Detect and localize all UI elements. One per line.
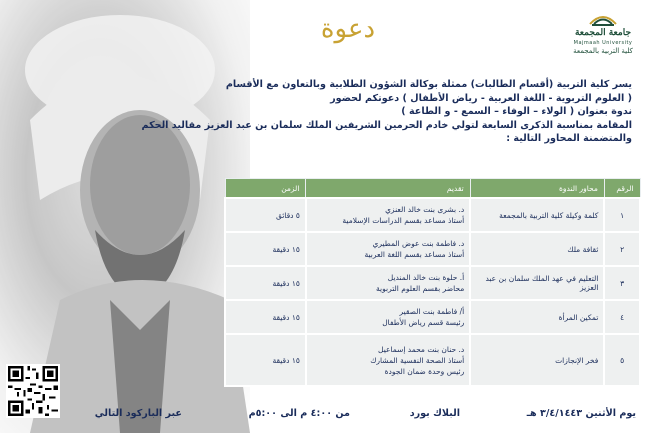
row-presenter <box>306 198 470 232</box>
row-time: ١٥ دقيقة <box>225 334 306 386</box>
intro-line: ندوة بعنوان ( الولاء – الوفاء – السمع - و الطاعة ) <box>401 106 632 117</box>
presenter-name: د. فاطمة بنت عوض المطيري <box>372 239 465 248</box>
presenter-title: أستاذ الصحة النفسية المشارك <box>370 355 465 365</box>
presenter-role: رئيس وحدة ضمان الجودة <box>384 366 465 376</box>
event-date: يوم الأثنين ٣/٤/١٤٤٣ هـ <box>526 408 636 419</box>
logo-college-name: كلية التربية بالمجمعة <box>573 47 633 55</box>
row-time: ١٥ دقيقة <box>225 232 306 266</box>
agenda-table <box>224 178 641 387</box>
presenter-name: د. حنان بنت محمد إسماعيل <box>378 344 465 354</box>
intro-line: والمتضمنة المحاور التالية : <box>506 133 632 144</box>
row-num: ٣ <box>604 266 640 300</box>
university-emblem-icon <box>588 8 618 28</box>
university-logo <box>560 6 646 64</box>
row-topic: تمكين المرأة <box>470 300 604 334</box>
row-presenter <box>306 266 470 300</box>
intro-line: يسر كلية التربية (أقسام الطالبات) ممثلة بوكالة الشؤون الطلابية وبالتعاون مع الأقسام <box>225 79 632 90</box>
row-presenter <box>306 300 470 334</box>
row-topic: كلمة وكيلة كلية التربية بالمجمعة <box>470 198 604 232</box>
intro-line: المقامة بمناسبة الذكرى السابعة لتولي خادم الحرمين الشريفين الملك سلمان بن عبد العزيز مقاليد الحكم <box>141 119 632 131</box>
table-row <box>225 198 640 232</box>
table-row <box>225 334 640 386</box>
row-presenter <box>306 334 470 386</box>
table-header-row <box>225 179 640 199</box>
logo-university-name-en: Majmaah University <box>573 40 633 46</box>
presenter-title: أستاذ مساعد بقسم الدراسات الإسلامية <box>342 216 465 225</box>
row-time: ٥ دقائق <box>225 198 306 232</box>
header-time: الزمن <box>225 179 306 199</box>
row-num: ٢ <box>604 232 640 266</box>
table-row <box>225 266 640 300</box>
qr-instruction: عبر الباركود التالي <box>94 408 182 419</box>
row-num: ٥ <box>604 334 640 386</box>
row-time: ١٥ دقيقة <box>225 266 306 300</box>
header-topic: محاور الندوة <box>470 179 604 199</box>
table-row <box>225 232 640 266</box>
presenter-name: أ. حلوة بنت خالد المنديل <box>387 273 465 282</box>
intro-line: ( العلوم التربوية - اللغة العربية - رياض الأطفال ) دعوتكم لحضور <box>330 92 632 104</box>
row-time: ١٥ دقيقة <box>225 300 306 334</box>
event-time: من ٤:٠٠ م الى ٥:٠٠م <box>248 408 350 419</box>
presenter-name: أ/ فاطمة بنت الصقير <box>399 307 465 316</box>
row-num: ٤ <box>604 300 640 334</box>
table-row <box>225 300 640 334</box>
row-topic: فخر الإنجازات <box>470 334 604 386</box>
row-num: ١ <box>604 198 640 232</box>
presenter-title: رئيسة قسم رياض الأطفال <box>382 318 465 327</box>
footer-bar <box>78 404 650 426</box>
logo-university-name: جامعة المجمعة <box>574 28 632 38</box>
row-presenter <box>306 232 470 266</box>
header-num: الرقم <box>604 179 640 199</box>
invitation-text <box>141 78 632 146</box>
presenter-title: محاضر بقسم العلوم التربوية <box>376 284 465 293</box>
presenter-name: د. بشرى بنت خالد العنزي <box>385 205 465 214</box>
row-topic: ثقافة ملك <box>470 232 604 266</box>
event-platform: البلاك بورد <box>409 408 460 419</box>
presenter-title: أستاذ مساعد بقسم اللغة العربية <box>364 250 465 259</box>
qr-code[interactable] <box>6 364 60 418</box>
header-presenter: تقديم <box>306 179 470 199</box>
row-topic: التعليم في عهد الملك سلمان بن عبد العزيز <box>470 266 604 300</box>
invitation-calligraphy: دعوة <box>320 14 376 44</box>
